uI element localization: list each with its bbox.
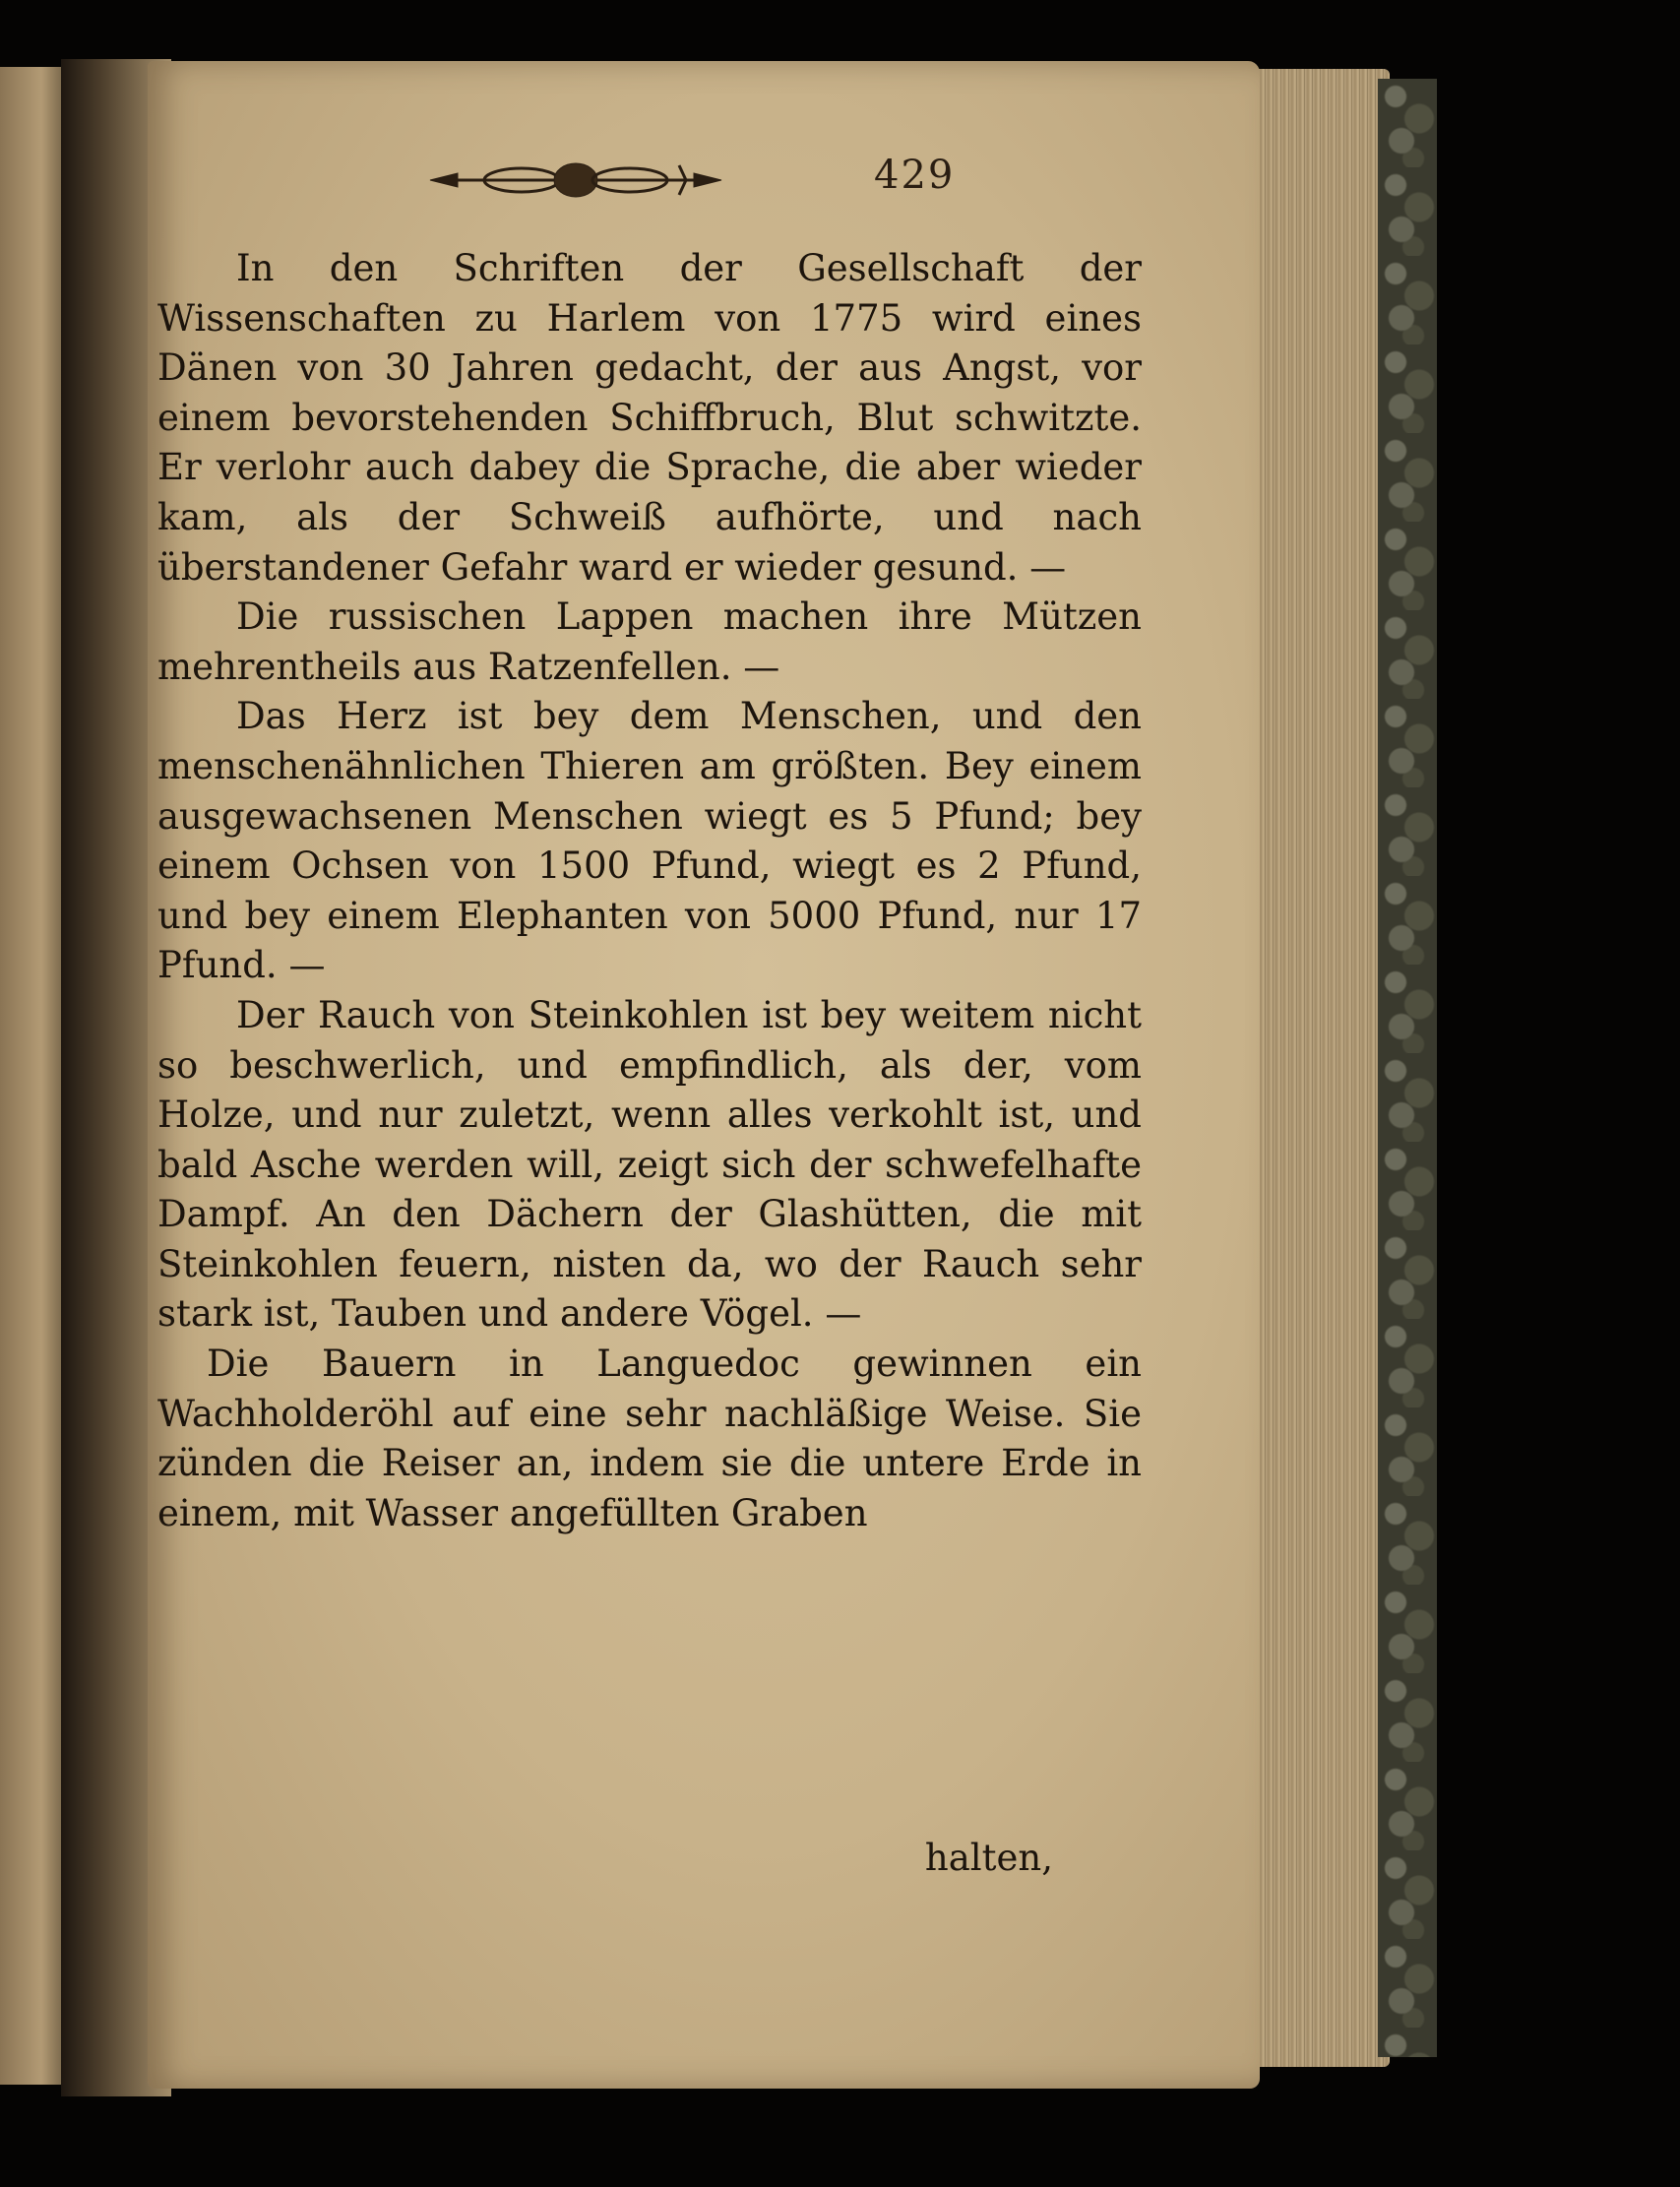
- page-body-text: [157, 244, 1142, 1538]
- page-number: 429: [874, 153, 956, 198]
- catchword: halten,: [924, 1837, 1053, 1879]
- left-page-edge: [0, 67, 69, 2085]
- paragraph-sweating-blood: In den Schriften der Gesellschaft der Wissenschaften zu Harlem von 1775 wird eines Dänen von 30 Jahren gedacht, der aus Angst, vor einem bevorstehenden Schiffbruch, Blut schwitzte. Er verlohr auch dabey die Sprache, die aber wieder kam, als der Schweiß aufhörte, und nach überstandener Gefahr ward er wieder gesund. —: [157, 247, 1142, 589]
- header-ornament: [428, 157, 723, 203]
- paragraph-lapp-caps: Die russischen Lappen machen ihre Mützen mehrentheils aus Ratzenfellen. —: [157, 595, 1142, 688]
- paragraph-heart-weight: Das Herz ist bey dem Menschen, und den menschenähnlichen Thieren am größten. Bey einem ausgewachsenen Menschen wiegt es 5 Pfund; bey einem Ochsen von 1500 Pfund, wiegt es 2 Pfund, und bey einem Elephanten von 5000 Pfund, nur 17 Pfund. —: [157, 695, 1142, 987]
- page-block-edges: [1242, 69, 1390, 2067]
- paragraph-coal-smoke: Der Rauch von Steinkohlen ist bey weitem nicht so beschwerlich, und empfindlich, als der, vom Holze, und nur zuletzt, wenn alles verkohlt ist, und bald Asche werden will, zeigt sich der schwefelhafte Dampf. An den Dächern der Glashütten, die mit Steinkohlen feuern, nisten da, wo der Rauch sehr stark ist, Tauben und andere Vögel. —: [157, 993, 1142, 1336]
- paragraph-juniper-oil: Die Bauern in Languedoc gewinnen ein Wachholderöhl auf eine sehr nachläßige Weise. Sie zünden die Reiser an, indem sie die untere Erde in einem, mit Wasser angefüllten Graben: [157, 1343, 1142, 1534]
- marbled-cover-board: [1378, 79, 1437, 2057]
